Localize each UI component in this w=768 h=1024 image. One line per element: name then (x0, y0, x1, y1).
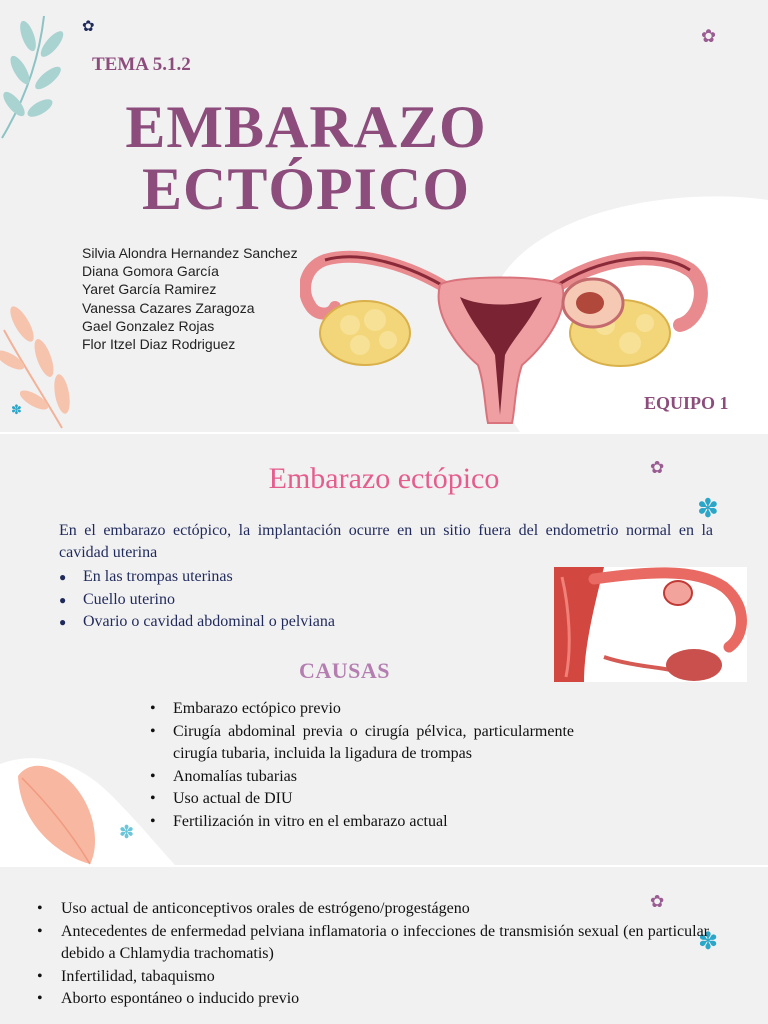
member-name: Yaret García Ramirez (82, 281, 217, 298)
list-item: ● Cuello uterino (59, 589, 335, 612)
member-name: Vanessa Cazares Zaragoza (82, 299, 255, 316)
flower-icon: ✿ (82, 19, 95, 35)
causes-continued-slide (0, 867, 768, 1024)
member-name: Diana Gomora García (82, 263, 219, 280)
flower-icon: ✿ (701, 26, 717, 46)
leaf-decoration (10, 746, 100, 865)
flower-icon: ✽ (698, 929, 719, 955)
section-heading: Embarazo ectópico (268, 462, 500, 495)
list-item: • Infertilidad, tabaquismo (37, 966, 709, 989)
flower-icon: ✿ (650, 892, 665, 911)
list-item: • Uso actual de anticonceptivos orales de estrógeno/progestágeno (37, 898, 709, 921)
list-item: • Cirugía abdominal previa o cirugía pélvica, particularmente cirugía tubaria, incluida la ligadura de trompas (150, 721, 574, 766)
topic-number: TEMA 5.1.2 (92, 54, 191, 75)
causes-list-continued (37, 898, 709, 1011)
title-slide (0, 0, 768, 432)
flower-icon: ✽ (119, 822, 135, 842)
list-item: ● Ovario o cavidad abdominal o pelviana (59, 611, 335, 634)
list-item: • Antecedentes de enfermedad pelviana inflamatoria o infecciones de transmisión sexual (en particular debido a Chlamydia trachomatis) (37, 921, 709, 966)
causes-list (150, 698, 574, 833)
member-name: Silvia Alondra Hernandez Sanchez (82, 245, 298, 261)
causes-heading: CAUSAS (299, 658, 391, 683)
list-item: • Fertilización in vitro en el embarazo actual (150, 811, 574, 834)
list-item: • Uso actual de DIU (150, 788, 574, 811)
orange-leaves-decoration (0, 300, 80, 432)
page-title: EMBARAZO ECTÓPICO (125, 94, 487, 222)
flower-icon: ✽ (11, 402, 22, 417)
fallopian-tube-illustration (554, 567, 747, 682)
definition-slide (0, 434, 768, 865)
intro-paragraph: En el embarazo ectópico, la implantación ocurre en un sitio fuera del endometrio normal en la cavidad uterina (59, 522, 713, 561)
flower-icon: ✿ (650, 458, 665, 477)
team-members-list (82, 244, 298, 353)
member-name: Gael Gonzalez Rojas (82, 317, 215, 334)
list-item: ● En las trompas uterinas (59, 566, 335, 589)
flower-icon: ✽ (697, 494, 719, 523)
list-item: • Embarazo ectópico previo (150, 698, 574, 721)
member-name: Flor Itzel Diaz Rodriguez (82, 336, 236, 353)
list-item: • Anomalías tubarias (150, 766, 574, 789)
team-label: EQUIPO 1 (644, 393, 729, 413)
implantation-sites-list (59, 566, 335, 634)
list-item: • Aborto espontáneo o inducido previo (37, 988, 709, 1011)
